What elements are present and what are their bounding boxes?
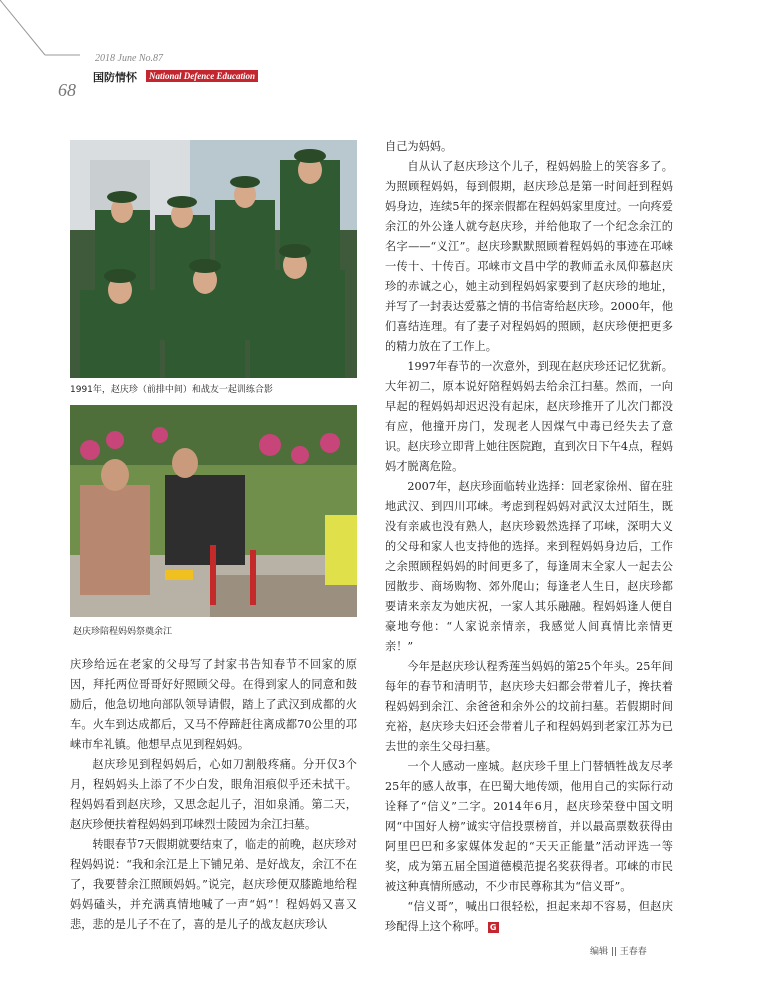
editor-credit: 编辑 || 王春春 xyxy=(590,947,647,957)
paragraph: 今年是赵庆珍认程秀莲当妈妈的第25个年头。25年间每年的春节和清明节，赵庆珍夫妇都会带着儿子，搀扶着程妈妈到余江、余爸爸和余外公的坟前扫墓。若假期时间充裕，赵庆珍夫妇还会带着儿子和程妈妈到老家江苏为已去世的亲生父母扫墓。 xyxy=(385,660,673,753)
bottom-photo-caption: 赵庆珍陪程妈妈祭奠余江 xyxy=(73,627,173,637)
right-column xyxy=(385,137,673,937)
tomb-visit-photo xyxy=(70,405,357,617)
left-column xyxy=(70,655,357,935)
paragraph: 自己为妈妈。 xyxy=(385,140,453,153)
soldiers-photo xyxy=(70,140,357,378)
top-photo-caption: 1991年，赵庆珍（前排中间）和战友一起训练合影 xyxy=(70,385,273,395)
issue-label: 2018 June No.87 xyxy=(95,53,164,64)
paragraph: 庆珍给远在老家的父母写了封家书告知春节不回家的原因，拜托两位哥哥好好照顾父母。在得到家人的同意和鼓励后，他急切地向部队领导请假，踏上了武汉到成都的火车。火车到达成都后，又马不停蹄赶往离成都70公里的邛崃市牟礼镇。他想早点见到程妈妈。 xyxy=(70,658,357,751)
paragraph-final xyxy=(385,897,673,937)
paragraph: 一个人感动一座城。赵庆珍千里上门替牺牲战友尽孝25年的感人故事，在巴蜀大地传颂，他用自己的实际行动诠释了“信义”二字。2014年6月，赵庆珍荣登中国文明网“中国好人榜”诚实守信投票榜首，并以最高票数获得由阿里巴巴和多家媒体发起的“天天正能量”活动评选一等奖，成为第五届全国道德模范提名奖获得者。邛崃的市民被这种真情所感动，不少市民尊称其为“信义哥”。 xyxy=(385,760,673,893)
paragraph: 自从认了赵庆珍这个儿子，程妈妈脸上的笑容多了。为照顾程妈妈，每到假期，赵庆珍总是第一时间赶到程妈妈身边，连续5年的探亲假都在程妈妈家里度过。一向疼爱余江的外公逢人就夸赵庆珍，并给他取了一个纪念余江的名字——“义江”。赵庆珍默默照顾着程妈妈的事迹在邛崃一传十、十传百。邛崃市文昌中学的教师孟永凤仰慕赵庆珍的赤诚之心，她主动到程妈妈家要到了赵庆珍的地址，并写了一封表达爱慕之情的书信寄给赵庆珍。2000年，他们喜结连理。有了妻子对程妈妈的照顾，赵庆珍便把更多的精力放在了工作上。 xyxy=(385,160,673,353)
paragraph: 2007年，赵庆珍面临转业选择：回老家徐州、留在驻地武汉、到四川邛崃。考虑到程妈妈对武汉太过陌生，既没有亲戚也没有熟人，赵庆珍毅然选择了邛崃，深明大义的父母和家人也支持他的选择。来到程妈妈身边后，工作之余照顾程妈妈的时间更多了，每逢周末全家人一起去公园散步、商场购物、郊外爬山；每逢老人生日，赵庆珍都要请来亲友为她庆祝，一家人其乐融融。程妈妈逢人便自豪地夸他：“人家说亲情亲，我感觉人间真情比亲情更亲！” xyxy=(385,480,673,653)
end-mark-icon: G xyxy=(488,922,499,933)
section-title: 国防情怀 xyxy=(93,71,137,84)
paragraph: 转眼春节7天假期就要结束了，临走的前晚，赵庆珍对程妈妈说：“我和余江是上下铺兄弟、是好战友，余江不在了，我要替余江照顾妈妈。”说完，赵庆珍便双膝跪地给程妈妈磕头，并充满真情地喊了一声“妈”！程妈妈又喜又悲，悲的是儿子不在了，喜的是儿子的战友赵庆珍认 xyxy=(70,838,357,931)
corner-decoration xyxy=(0,0,80,60)
paragraph: 1997年春节的一次意外，到现在赵庆珍还记忆犹新。大年初二，原本说好陪程妈妈去给余江扫墓。然而，一向早起的程妈妈却迟迟没有起床，赵庆珍推开了儿次门都没有应，他撞开房门，发现老人因煤气中毒已经失去了意识。赵庆珍立即背上她往医院跑，直到次日下午4点，程妈妈才脱离危险。 xyxy=(385,360,673,473)
paragraph: 赵庆珍见到程妈妈后，心如刀割般疼痛。分开仅3个月，程妈妈头上添了不少白发，眼角泪痕似乎还未拭干。程妈妈看到赵庆珍，又思念起儿子，泪如泉涌。第二天，赵庆珍便扶着程妈妈到邛崃烈士陵园为余江扫墓。 xyxy=(70,758,357,831)
paragraph-final-text: “信义哥”，喊出口很轻松，担起来却不容易，但赵庆珍配得上这个称呼。 xyxy=(385,900,673,933)
page-number: 68 xyxy=(58,80,76,100)
section-title-en: National Defence Education xyxy=(146,70,258,82)
